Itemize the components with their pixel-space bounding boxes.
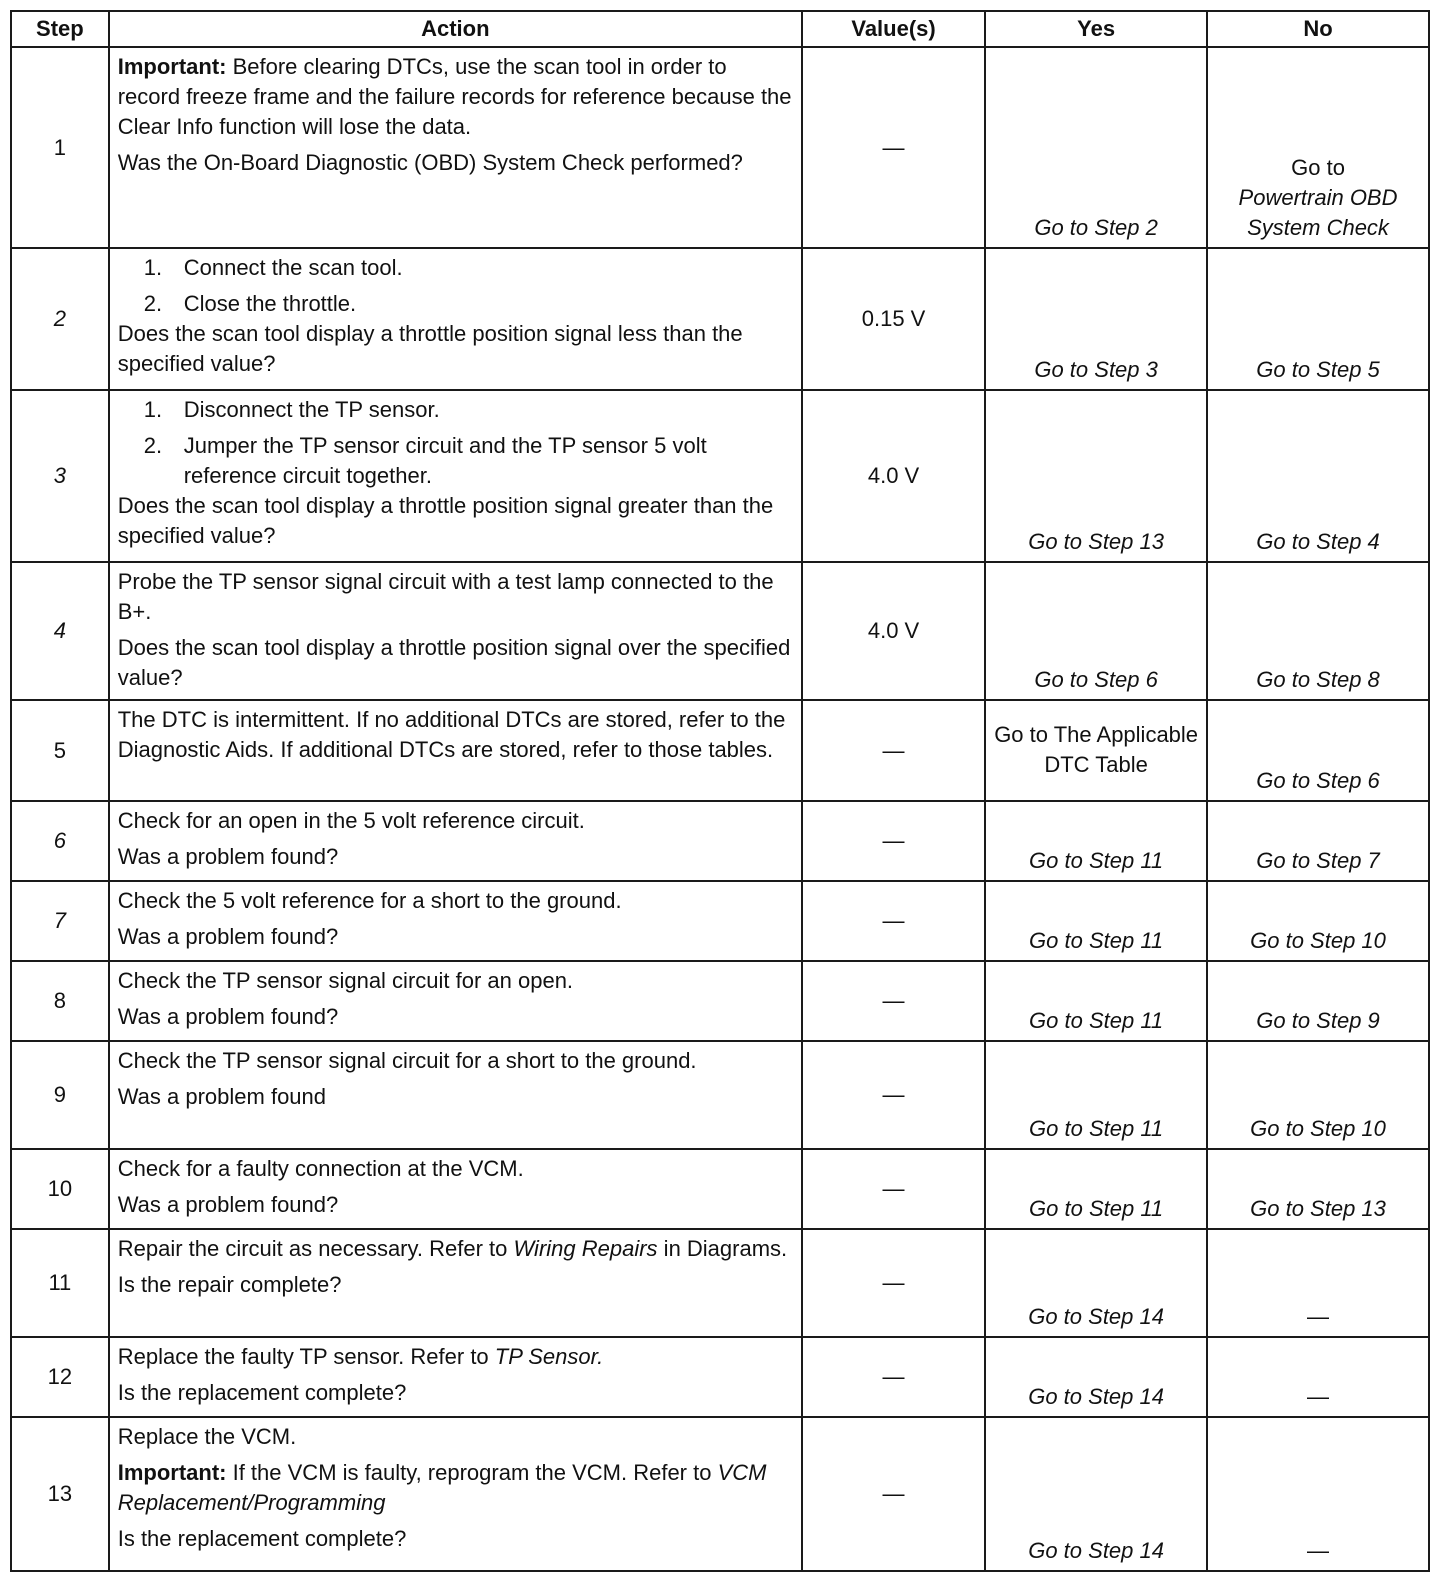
step-number: 12 (11, 1337, 109, 1417)
yes-link[interactable]: Go to Step 13 (985, 390, 1207, 562)
yes-link[interactable]: Go to Step 14 (985, 1229, 1207, 1337)
action-cell (109, 1229, 802, 1337)
no-link[interactable]: Go to Step 7 (1207, 801, 1429, 881)
table-row (11, 47, 1429, 248)
list-item: 1. Disconnect the TP sensor. (143, 397, 440, 422)
question-text: Does the scan tool display a throttle position signal over the specified value? (117, 635, 791, 690)
action-cell (109, 1337, 802, 1417)
no-link[interactable]: Go to Step 8 (1207, 562, 1429, 700)
no-link[interactable]: Go to Step 4 (1207, 390, 1429, 562)
list-item: 2. Close the throttle. (143, 291, 357, 316)
step-number: 3 (11, 390, 109, 562)
powertrain-obd-link[interactable]: Powertrain OBD System Check (1238, 185, 1398, 240)
question-text: Was a problem found? (117, 1004, 339, 1029)
step-number: 6 (11, 801, 109, 881)
yes-link[interactable]: Go to Step 14 (985, 1417, 1207, 1571)
no-link[interactable]: Go to Step 9 (1207, 961, 1429, 1041)
action-cell (109, 881, 802, 961)
no-link[interactable]: Go to Step 13 (1207, 1149, 1429, 1229)
value-cell: 0.15 V (802, 248, 985, 390)
diagnostic-table (10, 10, 1430, 1572)
value-cell: — (802, 1417, 985, 1571)
question-text: Was the On-Board Diagnostic (OBD) System Check performed? (117, 150, 743, 175)
step-number: 9 (11, 1041, 109, 1149)
yes-link[interactable]: Go to Step 11 (985, 1149, 1207, 1229)
step-number: 2 (11, 248, 109, 390)
yes-link[interactable]: Go to Step 3 (985, 248, 1207, 390)
action-text: Check the 5 volt reference for a short to the ground. (117, 888, 622, 913)
header-row (11, 11, 1429, 47)
no-cell: — (1207, 1229, 1429, 1337)
action-text: Check the TP sensor signal circuit for an open. (117, 968, 574, 993)
step-number: 1 (11, 47, 109, 248)
action-cell (109, 248, 802, 390)
table-row (11, 881, 1429, 961)
table-row (11, 1229, 1429, 1337)
action-text: Replace the faulty TP sensor. Refer to TP Sensor. (117, 1344, 604, 1369)
value-cell: — (802, 1337, 985, 1417)
no-cell: — (1207, 1417, 1429, 1571)
action-text: Check for an open in the 5 volt reference circuit. (117, 808, 585, 833)
question-text: Was a problem found? (117, 924, 339, 949)
list-item: 2. Jumper the TP sensor circuit and the TP sensor 5 volt reference circuit together. (143, 433, 707, 488)
action-cell (109, 1417, 802, 1571)
step-number: 4 (11, 562, 109, 700)
wiring-repairs-link[interactable]: Wiring Repairs (513, 1236, 658, 1261)
yes-link[interactable]: Go to Step 14 (985, 1337, 1207, 1417)
yes-link[interactable]: Go to Step 6 (985, 562, 1207, 700)
action-text: Repair the circuit as necessary. Refer to Wiring Repairs in Diagrams. (117, 1236, 788, 1261)
vcm-replacement-link[interactable]: VCM Replacement/Programming (117, 1460, 767, 1515)
no-link[interactable]: Go to Step 10 (1207, 1041, 1429, 1149)
yes-link[interactable]: Go to Step 2 (985, 47, 1207, 248)
action-cell (109, 801, 802, 881)
question-text: Was a problem found? (117, 844, 339, 869)
table-row (11, 1417, 1429, 1571)
table-row (11, 1041, 1429, 1149)
question-text: Was a problem found (117, 1084, 327, 1109)
important-label: Important: (117, 54, 227, 79)
step-number: 5 (11, 700, 109, 801)
action-text: Probe the TP sensor signal circuit with a test lamp connected to the B+. (117, 569, 774, 624)
step-number: 11 (11, 1229, 109, 1337)
question-text: Does the scan tool display a throttle position signal greater than the specified value? (117, 493, 774, 548)
header-values: Value(s) (802, 11, 985, 47)
header-yes: Yes (985, 11, 1207, 47)
action-text: The DTC is intermittent. If no additional DTCs are stored, refer to the Diagnostic Aids. If additional DTCs are stored, refer to those tables. (117, 707, 786, 762)
action-cell (109, 961, 802, 1041)
step-number: 8 (11, 961, 109, 1041)
yes-link[interactable]: Go to Step 11 (985, 1041, 1207, 1149)
header-step: Step (11, 11, 109, 47)
question-text: Is the replacement complete? (117, 1380, 407, 1405)
no-link[interactable]: Go to Step 5 (1207, 248, 1429, 390)
action-cell (109, 47, 802, 248)
question-text: Is the repair complete? (117, 1272, 342, 1297)
action-text: Check for a faulty connection at the VCM. (117, 1156, 524, 1181)
value-cell: — (802, 961, 985, 1041)
yes-link[interactable]: Go to Step 11 (985, 961, 1207, 1041)
yes-link[interactable]: Go to Step 11 (985, 881, 1207, 961)
table-row (11, 248, 1429, 390)
question-text: Does the scan tool display a throttle position signal less than the specified value? (117, 321, 743, 376)
question-text: Was a problem found? (117, 1192, 339, 1217)
table-row (11, 390, 1429, 562)
value-cell: — (802, 47, 985, 248)
value-cell: — (802, 700, 985, 801)
action-cell (109, 562, 802, 700)
action-cell (109, 390, 802, 562)
step-number: 10 (11, 1149, 109, 1229)
value-cell: — (802, 1229, 985, 1337)
table-row (11, 961, 1429, 1041)
header-action: Action (109, 11, 802, 47)
yes-link[interactable]: Go to The Applicable DTC Table (985, 700, 1207, 801)
no-link[interactable]: Go to Step 10 (1207, 881, 1429, 961)
table-row (11, 1149, 1429, 1229)
no-cell[interactable] (1207, 47, 1429, 248)
no-link[interactable]: Go to Step 6 (1207, 700, 1429, 801)
table-row (11, 1337, 1429, 1417)
action-text: Check the TP sensor signal circuit for a short to the ground. (117, 1048, 697, 1073)
value-cell: — (802, 801, 985, 881)
no-text: Go to (1291, 155, 1345, 180)
value-cell: — (802, 1149, 985, 1229)
step-number: 13 (11, 1417, 109, 1571)
table-row (11, 700, 1429, 801)
no-cell: — (1207, 1337, 1429, 1417)
action-cell (109, 1149, 802, 1229)
question-text: Is the replacement complete? (117, 1526, 407, 1551)
action-text: Important: Before clearing DTCs, use the scan tool in order to record freeze frame and the failure records for reference because the Clear Info function will lose the data. (117, 54, 792, 139)
header-no: No (1207, 11, 1429, 47)
value-cell: — (802, 881, 985, 961)
value-cell: 4.0 V (802, 562, 985, 700)
list-item: 1. Connect the scan tool. (143, 255, 403, 280)
action-text: Replace the VCM. (117, 1424, 297, 1449)
important-note: Important: If the VCM is faulty, reprogram the VCM. Refer to VCM Replacement/Programming (117, 1460, 767, 1515)
yes-link[interactable]: Go to Step 11 (985, 801, 1207, 881)
step-number: 7 (11, 881, 109, 961)
table-row (11, 562, 1429, 700)
table-row (11, 801, 1429, 881)
action-cell (109, 1041, 802, 1149)
tp-sensor-link[interactable]: TP Sensor. (494, 1344, 604, 1369)
action-cell (109, 700, 802, 801)
value-cell: — (802, 1041, 985, 1149)
important-label: Important: (117, 1460, 227, 1485)
value-cell: 4.0 V (802, 390, 985, 562)
